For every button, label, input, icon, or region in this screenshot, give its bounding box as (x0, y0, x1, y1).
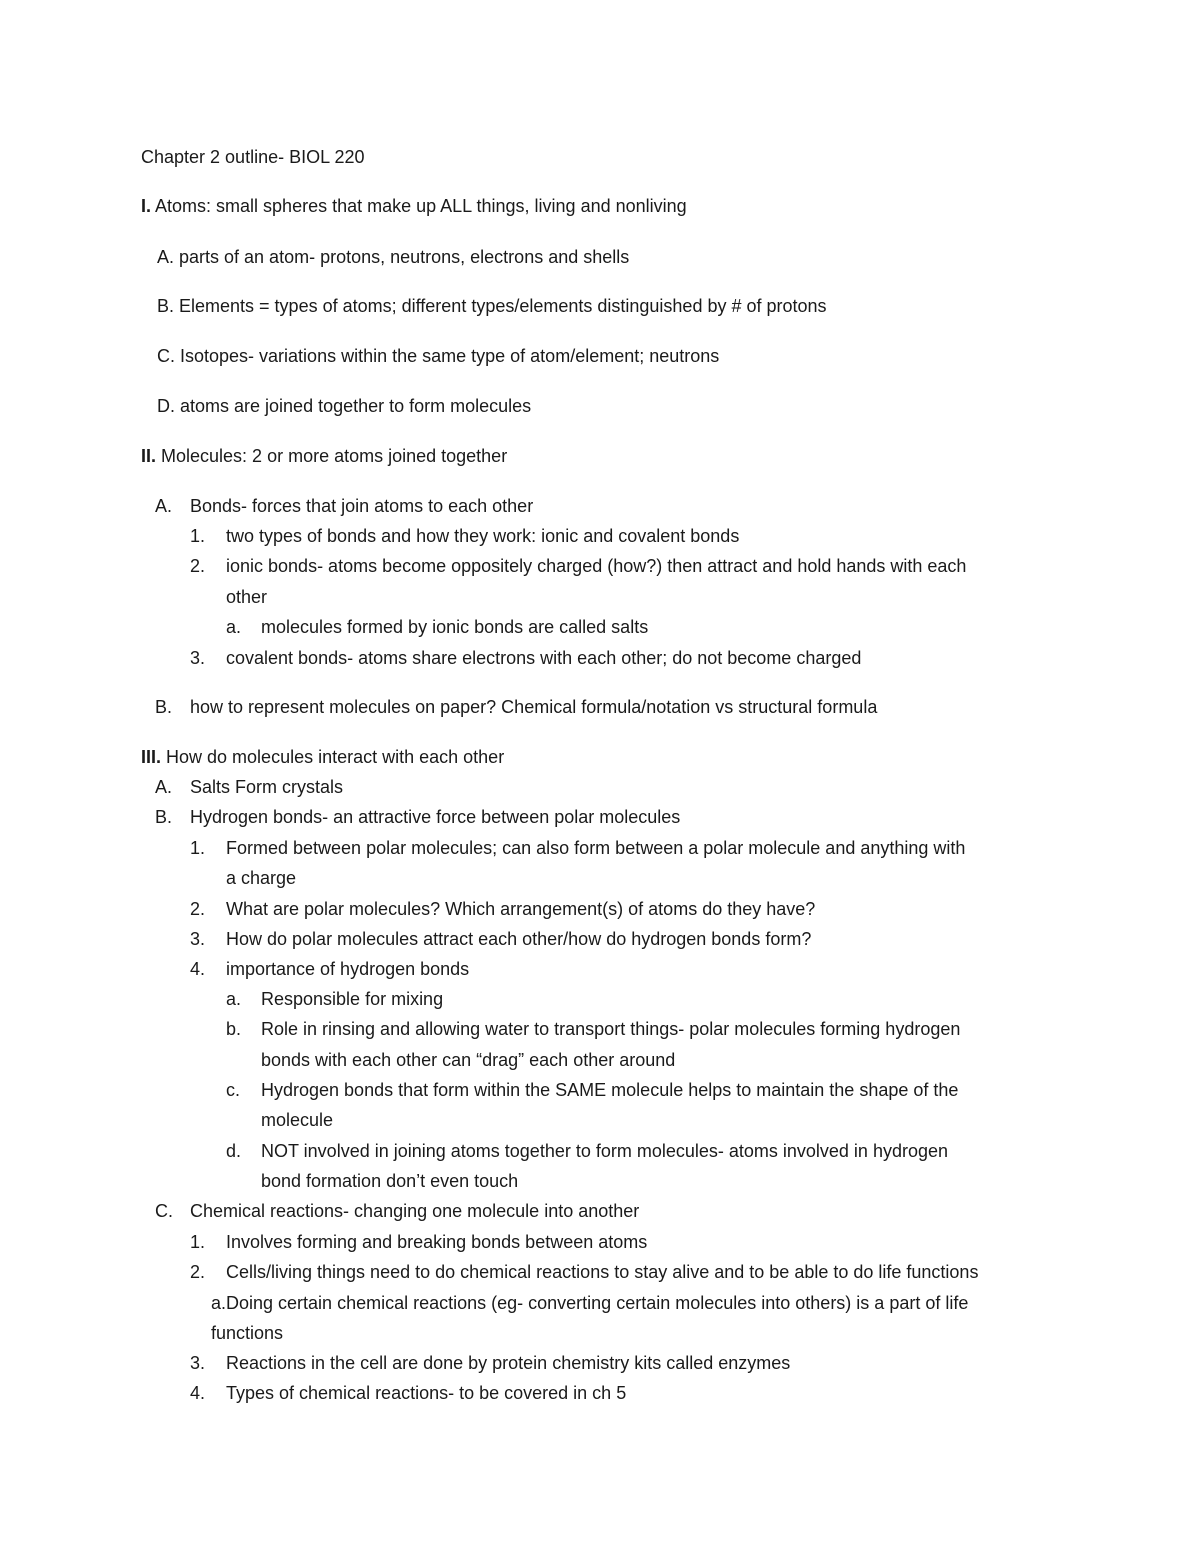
section-3-b3-text: How do polar molecules attract each other/how do hydrogen bonds form? (226, 929, 812, 949)
section-3-c2-marker: 2. (190, 1262, 206, 1282)
section-3-b4-text: importance of hydrogen bonds (226, 959, 470, 979)
section-3-b2-text: What are polar molecules? Which arrangement(s) of atoms do they have? (226, 899, 816, 919)
section-1-numeral: I. (141, 196, 152, 216)
section-3-a-text: Salts Form crystals (190, 777, 344, 797)
section-3-heading (141, 745, 504, 769)
section-2-a-marker: A. (155, 496, 173, 516)
section-2-a2-text-line1: ionic bonds- atoms become oppositely charged (how?) then attract and hold hands with each (226, 556, 967, 576)
section-3-b4a-text: Responsible for mixing (261, 989, 444, 1009)
section-3-b4d-text-line2: bond formation don’t even touch (261, 1171, 519, 1191)
section-3-b4a-marker: a. (226, 989, 242, 1009)
section-3-b3-marker: 3. (190, 929, 206, 949)
section-1-item-b: B. Elements = types of atoms; different types/elements distinguished by # of protons (157, 296, 827, 316)
section-3-b4c-text-line1: Hydrogen bonds that form within the SAME molecule helps to maintain the shape of the (261, 1080, 959, 1100)
section-2-a-text: Bonds- forces that join atoms to each other (190, 496, 534, 516)
section-3-c2a-text-line1: a.Doing certain chemical reactions (eg- converting certain molecules into others) is a part of life (211, 1293, 969, 1313)
section-2-a3-text: covalent bonds- atoms share electrons with each other; do not become charged (226, 648, 862, 668)
section-3-c3-text: Reactions in the cell are done by protein chemistry kits called enzymes (226, 1353, 791, 1373)
section-3-b4c-text-line2: molecule (261, 1110, 334, 1130)
section-3-b-text: Hydrogen bonds- an attractive force between polar molecules (190, 807, 681, 827)
section-3-b1-text-line2: a charge (226, 868, 297, 888)
section-3-b4b-text-line2: bonds with each other can “drag” each other around (261, 1050, 676, 1070)
section-3-b1-text-line1: Formed between polar molecules; can also form between a polar molecule and anything with (226, 838, 966, 858)
section-3-b1-marker: 1. (190, 838, 206, 858)
section-3-numeral: III. (141, 747, 162, 767)
section-2-numeral: II. (141, 446, 157, 466)
section-3-c-marker: C. (155, 1201, 173, 1221)
section-3-b4c-marker: c. (226, 1080, 241, 1100)
section-2-a3-marker: 3. (190, 648, 206, 668)
section-2-a1-text: two types of bonds and how they work: ionic and covalent bonds (226, 526, 740, 546)
section-3-a-marker: A. (155, 777, 173, 797)
section-3-c4-text: Types of chemical reactions- to be covered in ch 5 (226, 1383, 627, 1403)
section-1-text: Atoms: small spheres that make up ALL things, living and nonliving (151, 196, 687, 216)
section-3-b4d-marker: d. (226, 1141, 242, 1161)
section-3-b4-marker: 4. (190, 959, 206, 979)
section-3-c2-text: Cells/living things need to do chemical reactions to stay alive and to be able to do life functions (226, 1262, 979, 1282)
section-3-c3-marker: 3. (190, 1353, 206, 1373)
section-3-c1-marker: 1. (190, 1232, 206, 1252)
section-1-item-d: D. atoms are joined together to form molecules (157, 396, 532, 416)
document-title: Chapter 2 outline- BIOL 220 (141, 147, 365, 167)
section-2-a2-marker: 2. (190, 556, 206, 576)
section-3-text: How do molecules interact with each other (161, 747, 505, 767)
section-3-b4b-text-line1: Role in rinsing and allowing water to transport things- polar molecules forming hydrogen (261, 1019, 961, 1039)
section-3-c4-marker: 4. (190, 1383, 206, 1403)
section-2-text: Molecules: 2 or more atoms joined together (156, 446, 508, 466)
section-2-a1-marker: 1. (190, 526, 206, 546)
section-2-a2-text-line2: other (226, 587, 268, 607)
section-3-b2-marker: 2. (190, 899, 206, 919)
section-3-b-marker: B. (155, 807, 173, 827)
section-2-b-text: how to represent molecules on paper? Chemical formula/notation vs structural formula (190, 697, 878, 717)
section-1-item-c: C. Isotopes- variations within the same type of atom/element; neutrons (157, 346, 720, 366)
section-2-heading (141, 444, 507, 468)
section-2-a2a-marker: a. (226, 617, 242, 637)
section-3-c-text: Chemical reactions- changing one molecule into another (190, 1201, 640, 1221)
section-2-a2a-text: molecules formed by ionic bonds are called salts (261, 617, 649, 637)
section-3-b4b-marker: b. (226, 1019, 242, 1039)
section-3-c2a-text-line2: functions (211, 1323, 284, 1343)
section-1-heading (141, 194, 687, 218)
section-1-item-a: A. parts of an atom- protons, neutrons, electrons and shells (157, 247, 630, 267)
section-3-c1-text: Involves forming and breaking bonds between atoms (226, 1232, 648, 1252)
section-3-b4d-text-line1: NOT involved in joining atoms together to form molecules- atoms involved in hydrogen (261, 1141, 949, 1161)
section-2-b-marker: B. (155, 697, 173, 717)
